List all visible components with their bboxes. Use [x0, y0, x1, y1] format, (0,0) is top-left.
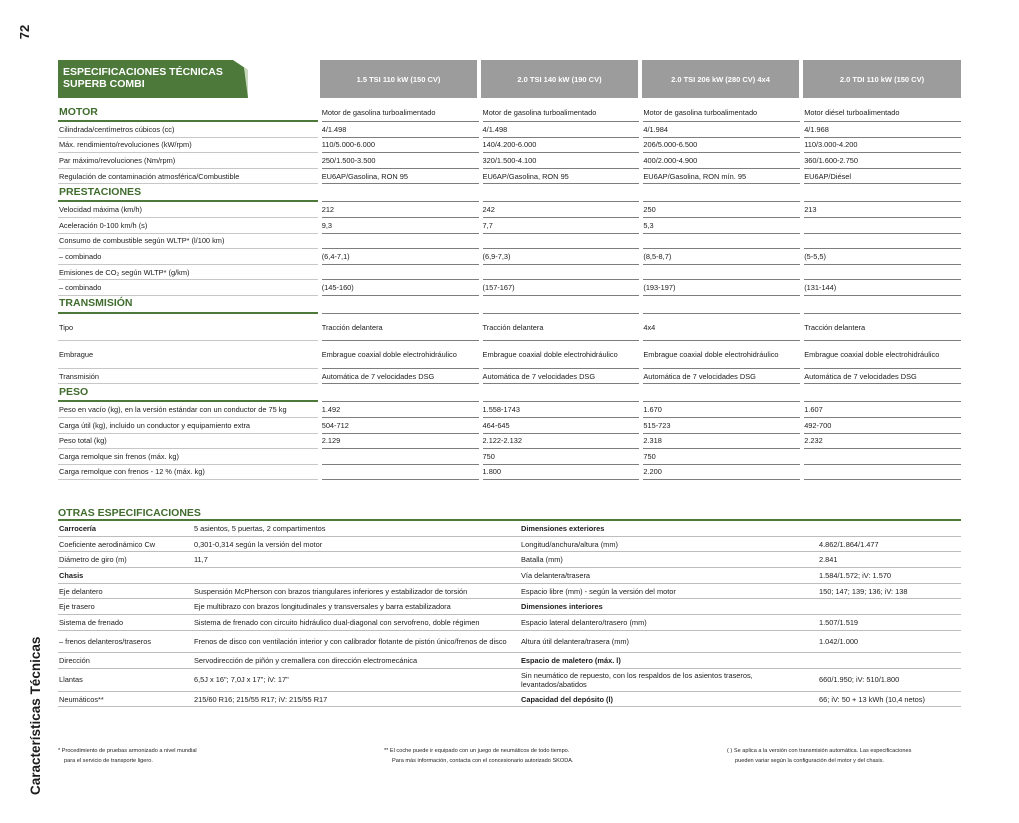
spec-value: Motor de gasolina turboalimentado [322, 104, 479, 122]
spec-value: (157-167) [483, 280, 640, 296]
other-spec-row [58, 584, 961, 600]
spec-value: 1.558-1743 [483, 402, 640, 418]
spec-value: 2.232 [804, 434, 961, 450]
spec-row [58, 249, 961, 265]
spec-row [58, 234, 961, 250]
other-spec-cell: Eje trasero [58, 599, 194, 615]
footnote-wltp [58, 746, 197, 766]
spec-row [58, 369, 961, 385]
spec-value: 4/1.968 [804, 122, 961, 138]
section-heading: TRANSMISIÓN [58, 296, 318, 314]
spec-value: Embrague coaxial doble electrohidráulico [322, 341, 479, 368]
spec-value [322, 449, 479, 465]
other-spec-cell: Coeficiente aerodinámico Cw [58, 537, 194, 553]
spec-value: 400/2.000-4.900 [643, 153, 800, 169]
spec-value: 110/3.000-4.200 [804, 138, 961, 154]
spec-value [804, 449, 961, 465]
spec-value: 4x4 [643, 314, 800, 341]
other-spec-cell: Dimensiones interiores [521, 599, 818, 615]
spec-value: 2.318 [643, 434, 800, 450]
column-header-1: 1.5 TSI 110 kW (150 CV) [320, 60, 477, 98]
other-spec-cell: Chasis [58, 568, 194, 584]
other-spec-cell: Sistema de frenado [58, 615, 194, 631]
spec-row [58, 138, 961, 154]
spec-value: 320/1.500-4.100 [483, 153, 640, 169]
spec-label: Embrague [58, 341, 318, 368]
other-spec-cell: Suspensión McPherson con brazos triangulares inferiores y estabilizador de torsión [194, 584, 521, 600]
spec-value: 2.129 [322, 434, 479, 450]
spec-value [804, 296, 961, 314]
other-spec-row [58, 692, 961, 708]
other-spec-cell: Batalla (mm) [521, 552, 818, 568]
other-spec-cell: 1.507/1.519 [818, 615, 961, 631]
other-spec-row [58, 552, 961, 568]
section-heading: MOTOR [58, 104, 318, 122]
section-heading: PRESTACIONES [58, 184, 318, 202]
spec-value [483, 384, 640, 402]
spec-value [322, 184, 479, 202]
spec-row [58, 402, 961, 418]
spec-value: 5,3 [643, 218, 800, 234]
footnote-wltp-line-2: para el servicio de transporte ligero. [64, 758, 153, 764]
spec-value [322, 234, 479, 250]
other-spec-cell: 4.862/1.864/1.477 [818, 537, 961, 553]
other-spec-cell: Espacio de maletero (máx. l) [521, 653, 818, 669]
spec-value: 1.492 [322, 402, 479, 418]
spec-value: 750 [643, 449, 800, 465]
spec-row [58, 434, 961, 450]
spec-value: (6,4-7,1) [322, 249, 479, 265]
spec-value: 140/4.200-6.000 [483, 138, 640, 154]
spec-value: EU6AP/Diésel [804, 169, 961, 185]
spec-value [804, 384, 961, 402]
spec-value [804, 234, 961, 250]
other-spec-cell: Diámetro de giro (m) [58, 552, 194, 568]
spec-value: 464-645 [483, 418, 640, 434]
spec-value: Motor de gasolina turboalimentado [483, 104, 640, 122]
other-spec-cell: 660/1.950; iV: 510/1.800 [818, 669, 961, 692]
other-spec-cell: Espacio lateral delantero/trasero (mm) [521, 615, 818, 631]
spec-value: (8,5-8,7) [643, 249, 800, 265]
other-spec-row [58, 599, 961, 615]
spec-value: Automática de 7 velocidades DSG [322, 369, 479, 385]
footnote-automatic-line-2: pueden variar según la configuración del motor y del chasis. [735, 758, 884, 764]
spec-value [322, 384, 479, 402]
spec-label: Par máximo/revoluciones (Nm/rpm) [58, 153, 318, 169]
other-spec-cell: Carrocería [58, 521, 194, 537]
spec-value: 250 [643, 202, 800, 218]
spec-value: 492-700 [804, 418, 961, 434]
other-spec-cell [818, 599, 961, 615]
other-spec-cell: 66; iV: 50 + 13 kWh (10,4 netos) [818, 692, 961, 708]
spec-value: 4/1.984 [643, 122, 800, 138]
other-spec-cell: Dimensiones exteriores [521, 521, 818, 537]
other-spec-cell [194, 568, 521, 584]
spec-value: 2.200 [643, 465, 800, 481]
spec-value [322, 296, 479, 314]
spec-table [58, 104, 961, 480]
spec-value: EU6AP/Gasolina, RON mín. 95 [643, 169, 800, 185]
other-spec-cell: 150; 147; 139; 136; iV: 138 [818, 584, 961, 600]
spec-row [58, 341, 961, 368]
spec-value [804, 218, 961, 234]
spec-value: 1.607 [804, 402, 961, 418]
spec-value [804, 265, 961, 281]
spec-row [58, 122, 961, 138]
other-spec-row [58, 615, 961, 631]
spec-value: Automática de 7 velocidades DSG [643, 369, 800, 385]
spec-value: EU6AP/Gasolina, RON 95 [483, 169, 640, 185]
spec-value: 110/5.000-6.000 [322, 138, 479, 154]
spec-label: Tipo [58, 314, 318, 341]
other-spec-cell [818, 521, 961, 537]
title-line-1: ESPECIFICACIONES TÉCNICAS [63, 66, 223, 78]
spec-row [58, 153, 961, 169]
spec-value: 504-712 [322, 418, 479, 434]
spec-value [643, 265, 800, 281]
spec-label: Emisiones de CO₂ según WLTP* (g/km) [58, 265, 318, 281]
title-decoration [243, 60, 318, 98]
spec-value [322, 265, 479, 281]
section-heading: PESO [58, 384, 318, 402]
spec-value: Embrague coaxial doble electrohidráulico [643, 341, 800, 368]
spec-label: – combinado [58, 280, 318, 296]
other-spec-cell: Eje multibrazo con brazos longitudinales y transversales y barra estabilizadora [194, 599, 521, 615]
footnote-wltp-line-1: * Procedimiento de pruebas armonizado a nivel mundial [58, 748, 197, 754]
spec-value: (6,9-7,3) [483, 249, 640, 265]
other-spec-row [58, 521, 961, 537]
other-spec-cell: Longitud/anchura/altura (mm) [521, 537, 818, 553]
title-line-2: SUPERB COMBI [63, 78, 145, 90]
other-spec-cell: Llantas [58, 669, 194, 692]
other-spec-row [58, 537, 961, 553]
spec-row [58, 418, 961, 434]
other-spec-cell: 1.042/1.000 [818, 631, 961, 654]
spec-label: Peso total (kg) [58, 434, 318, 450]
spec-label: Peso en vacío (kg), en la versión estándar con un conductor de 75 kg [58, 402, 318, 418]
other-specs-table [58, 521, 961, 707]
footnote-tyres-line-1: ** El coche puede ir equipado con un juego de neumáticos de todo tiempo. [384, 748, 570, 754]
spec-label: Carga remolque sin frenos (máx. kg) [58, 449, 318, 465]
other-specs-title: OTRAS ESPECIFICACIONES [58, 507, 201, 519]
other-spec-row [58, 669, 961, 692]
spec-row [58, 449, 961, 465]
spec-row [58, 265, 961, 281]
spec-row [58, 169, 961, 185]
spec-value: Tracción delantera [804, 314, 961, 341]
side-title: Características Técnicas [28, 636, 43, 795]
spec-label: Cilindrada/centímetros cúbicos (cc) [58, 122, 318, 138]
spec-value: 9,3 [322, 218, 479, 234]
spec-row [58, 218, 961, 234]
other-spec-cell: Vía delantera/trasera [521, 568, 818, 584]
footnote-automatic [727, 746, 911, 766]
spec-value: EU6AP/Gasolina, RON 95 [322, 169, 479, 185]
spec-value: (145-160) [322, 280, 479, 296]
column-header-4: 2.0 TDI 110 kW (150 CV) [803, 60, 961, 98]
spec-value: 242 [483, 202, 640, 218]
other-spec-cell: Dirección [58, 653, 194, 669]
spec-label: Velocidad máxima (km/h) [58, 202, 318, 218]
spec-value: 515-723 [643, 418, 800, 434]
spec-value: 1.800 [483, 465, 640, 481]
other-spec-cell: 215/60 R16; 215/55 R17; iV: 215/55 R17 [194, 692, 521, 708]
other-spec-row [58, 653, 961, 669]
spec-header [58, 60, 961, 98]
other-spec-cell: 1.584/1.572; iV: 1.570 [818, 568, 961, 584]
spec-value: 250/1.500-3.500 [322, 153, 479, 169]
spec-value: 7,7 [483, 218, 640, 234]
spec-label: Carga útil (kg), incluido un conductor y equipamiento extra [58, 418, 318, 434]
spec-value: Motor de gasolina turboalimentado [643, 104, 800, 122]
other-spec-cell: 0,301-0,314 según la versión del motor [194, 537, 521, 553]
other-spec-row [58, 568, 961, 584]
column-header-3: 2.0 TSI 206 kW (280 CV) 4x4 [642, 60, 799, 98]
spec-value: 2.122-2.132 [483, 434, 640, 450]
spec-value [483, 265, 640, 281]
other-spec-cell [818, 653, 961, 669]
other-spec-cell: – frenos delanteros/traseros [58, 631, 194, 654]
spec-label: Aceleración 0-100 km/h (s) [58, 218, 318, 234]
spec-label: Carga remolque con frenos - 12 % (máx. kg) [58, 465, 318, 481]
spec-value: Motor diésel turboalimentado [804, 104, 961, 122]
spec-value [483, 296, 640, 314]
spec-value: (193-197) [643, 280, 800, 296]
other-spec-cell: 11,7 [194, 552, 521, 568]
spec-value: 4/1.498 [483, 122, 640, 138]
spec-row [58, 202, 961, 218]
spec-value: 750 [483, 449, 640, 465]
spec-value: (131-144) [804, 280, 961, 296]
spec-value: Automática de 7 velocidades DSG [483, 369, 640, 385]
other-spec-cell: Capacidad del depósito (l) [521, 692, 818, 708]
spec-value [804, 465, 961, 481]
page-number: 72 [17, 24, 32, 40]
other-spec-row [58, 631, 961, 654]
spec-value: 212 [322, 202, 479, 218]
section-row [58, 384, 961, 402]
spec-row [58, 314, 961, 341]
other-spec-cell: 2.841 [818, 552, 961, 568]
spec-label: Máx. rendimiento/revoluciones (kW/rpm) [58, 138, 318, 154]
footnote-automatic-line-1: ( ) Se aplica a la versión con transmisión automática. Las especificaciones [727, 748, 912, 754]
section-row [58, 104, 961, 122]
other-spec-cell: Sin neumático de repuesto, con los respaldos de los asientos traseros, levantados/abatidos [521, 669, 818, 692]
spec-label: Consumo de combustible según WLTP* (l/100 km) [58, 234, 318, 250]
spec-value [643, 296, 800, 314]
spec-row [58, 465, 961, 481]
spec-value: Embrague coaxial doble electrohidráulico [804, 341, 961, 368]
other-spec-cell: Altura útil delantera/trasera (mm) [521, 631, 818, 654]
spec-value [483, 234, 640, 250]
spec-label: Transmisión [58, 369, 318, 385]
spec-value [322, 465, 479, 481]
other-spec-cell: Frenos de disco con ventilación interior y con calibrador flotante de pistón único/frenos de disco [194, 631, 521, 654]
other-spec-cell: Servodirección de piñón y cremallera con dirección electromecánica [194, 653, 521, 669]
spec-value [483, 184, 640, 202]
spec-value [643, 384, 800, 402]
spec-value: Embrague coaxial doble electrohidráulico [483, 341, 640, 368]
column-header-2: 2.0 TSI 140 kW (190 CV) [481, 60, 638, 98]
spec-label: – combinado [58, 249, 318, 265]
spec-value [804, 184, 961, 202]
other-spec-cell: Neumáticos** [58, 692, 194, 708]
spec-value: Tracción delantera [483, 314, 640, 341]
section-row [58, 296, 961, 314]
other-spec-cell: Eje delantero [58, 584, 194, 600]
section-row [58, 184, 961, 202]
spec-value: 1.670 [643, 402, 800, 418]
spec-row [58, 280, 961, 296]
spec-value: 360/1.600-2.750 [804, 153, 961, 169]
spec-value: 4/1.498 [322, 122, 479, 138]
spec-value [643, 234, 800, 250]
spec-value: Tracción delantera [322, 314, 479, 341]
footnote-tyres [384, 746, 574, 766]
other-spec-cell: 5 asientos, 5 puertas, 2 compartimentos [194, 521, 521, 537]
other-spec-cell: 6,5J x 16"; 7,0J x 17"; iV: 17" [194, 669, 521, 692]
spec-label: Regulación de contaminación atmosférica/Combustible [58, 169, 318, 185]
spec-value: (5-5,5) [804, 249, 961, 265]
spec-value [643, 184, 800, 202]
spec-value: Automática de 7 velocidades DSG [804, 369, 961, 385]
other-spec-cell: Sistema de frenado con circuito hidráulico dual-diagonal con servofreno, doble régimen [194, 615, 521, 631]
other-spec-cell: Espacio libre (mm) - según la versión del motor [521, 584, 818, 600]
spec-value: 206/5.000-6.500 [643, 138, 800, 154]
footnote-tyres-line-2: Para más información, contacta con el concesionario autorizado SKODA. [392, 758, 574, 764]
table-title [63, 66, 223, 90]
spec-value: 213 [804, 202, 961, 218]
